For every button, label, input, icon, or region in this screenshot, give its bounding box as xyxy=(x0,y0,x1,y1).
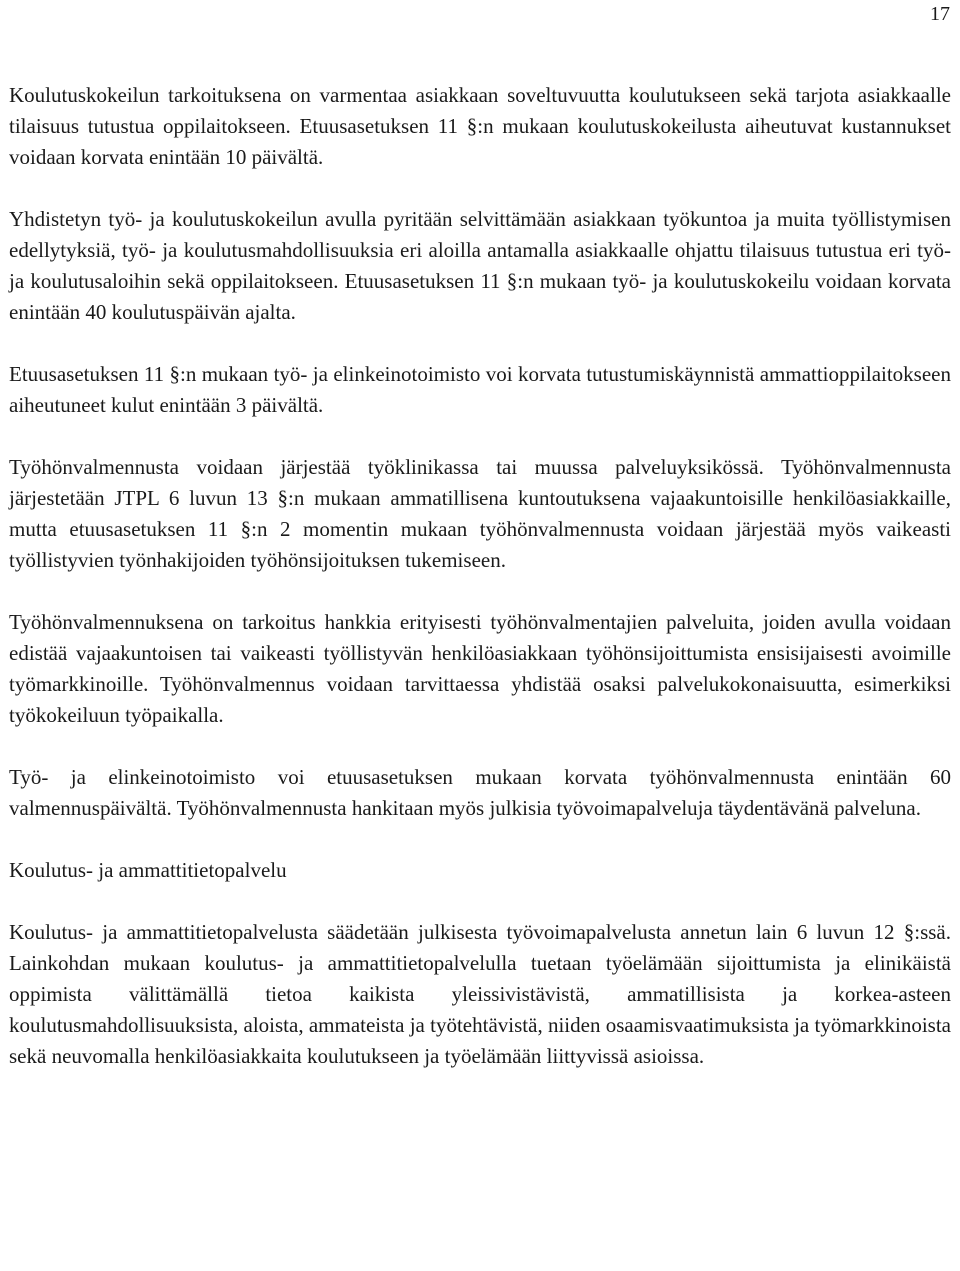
document-body xyxy=(9,80,951,1072)
paragraph-spacer xyxy=(9,173,951,204)
paragraph-spacer xyxy=(9,576,951,607)
paragraph-spacer xyxy=(9,421,951,452)
section-heading: Koulutus- ja ammattitietopalvelu xyxy=(9,858,287,882)
paragraph: Työ- ja elinkeinotoimisto voi etuusasetuksen mukaan korvata työhönvalmennusta enintään 60 valmennuspäivältä. Työhönvalmennusta hankitaan myös julkisia työvoimapalveluja täydentävänä palveluna. xyxy=(9,765,951,820)
paragraph-spacer xyxy=(9,328,951,359)
page-number: 17 xyxy=(930,3,950,25)
paragraph: Yhdistetyn työ- ja koulutuskokeilun avulla pyritään selvittämään asiakkaan työkuntoa ja muita työllistymisen edellytyksiä, työ- ja koulutusmahdollisuuksia eri aloilla antamalla asiakkaalle ohjattu tilaisuus tutustua eri työ- ja koulutusaloihin sekä oppilaitokseen. Etuusasetuksen 11 §:n mukaan työ- ja koulutuskokeilu voidaan korvata enintään 40 koulutuspäivän ajalta. xyxy=(9,207,951,324)
paragraph: Koulutus- ja ammattitietopalvelusta säädetään julkisesta työvoimapalvelusta annetun lain 6 luvun 12 §:ssä. Lainkohdan mukaan koulutus- ja ammattitietopalvelulla tuetaan työelämään sijoittumista ja elinikäistä oppimista välittämällä tietoa kaikista yleissivistävistä, ammatillisista ja korkea-asteen koulutusmahdollisuuksista, aloista, ammateista ja työtehtävistä, niiden osaamisvaatimuksista ja työmarkkinoista sekä neuvomalla henkilöasiakkaita koulutukseen ja työelämään liittyvissä asioissa. xyxy=(9,920,951,1068)
paragraph: Työhönvalmennusta voidaan järjestää työklinikassa tai muussa palveluyksikössä. Työhönvalmennusta järjestetään JTPL 6 luvun 13 §:n mukaan ammatillisena kuntoutuksena vajaakuntoisille henkilöasiakkaille, mutta etuusasetuksen 11 §:n 2 momentin mukaan työhönvalmennusta voidaan järjestää myös vaikeasti työllistyvien työnhakijoiden työhönsijoituksen tukemiseen. xyxy=(9,455,951,572)
paragraph-spacer xyxy=(9,886,951,917)
paragraph: Työhönvalmennuksena on tarkoitus hankkia erityisesti työhönvalmentajien palveluita, joiden avulla voidaan edistää vajaakuntoisen tai vaikeasti työllistyvän henkilöasiakkaan työhönsijoittumista ensisijaisesti avoimille työmarkkinoille. Työhönvalmennus voidaan tarvittaessa yhdistää osaksi palvelukokonaisuutta, esimerkiksi työkokeiluun työpaikalla. xyxy=(9,610,951,727)
paragraph-spacer xyxy=(9,731,951,762)
paragraph-spacer xyxy=(9,824,951,855)
paragraph: Etuusasetuksen 11 §:n mukaan työ- ja elinkeinotoimisto voi korvata tutustumiskäynnistä ammattioppilaitokseen aiheutuneet kulut enintään 3 päivältä. xyxy=(9,362,951,417)
paragraph: Koulutuskokeilun tarkoituksena on varmentaa asiakkaan soveltuvuutta koulutukseen sekä tarjota asiakkaalle tilaisuus tutustua oppilaitokseen. Etuusasetuksen 11 §:n mukaan koulutuskokeilusta aiheutuvat kustannukset voidaan korvata enintään 10 päivältä. xyxy=(9,83,951,169)
